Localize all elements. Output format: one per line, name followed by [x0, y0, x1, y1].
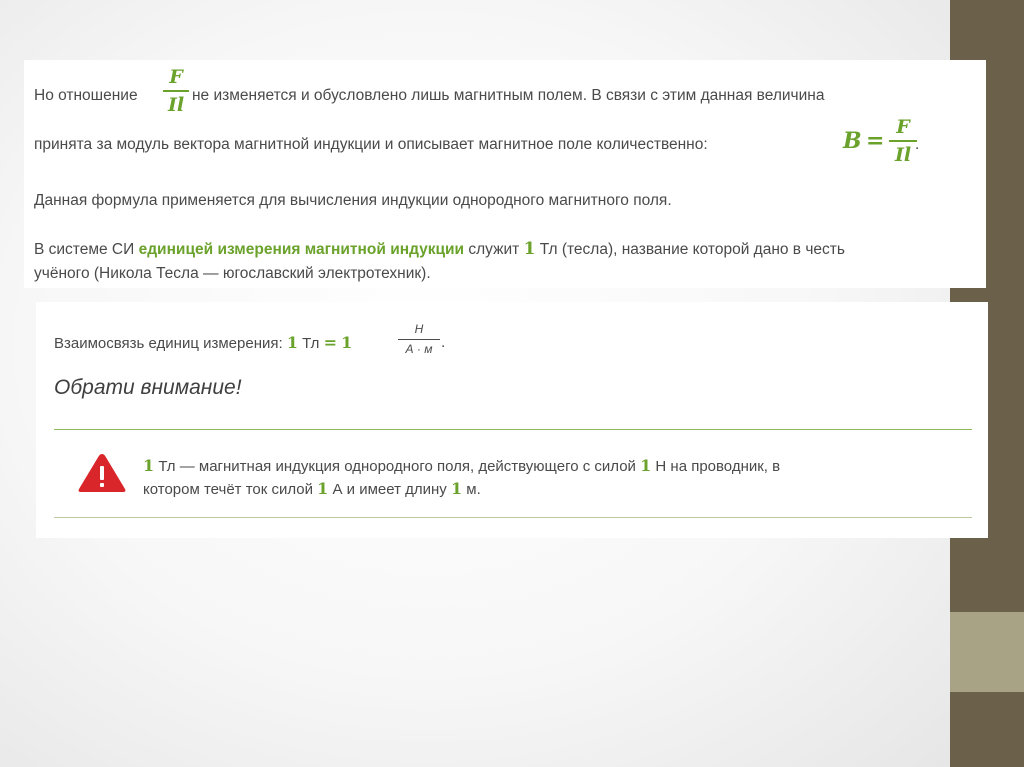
relation-fraction-bar: [398, 339, 440, 340]
note-divider-top: [54, 429, 972, 430]
note-line-1: [143, 456, 780, 477]
relation-equals: =: [323, 333, 337, 352]
formula-b: B: [843, 128, 862, 154]
note-text-1b: Н на проводник, в: [655, 458, 781, 475]
paragraph-4-mid: служит: [468, 241, 520, 258]
note-number-4: 1: [450, 479, 463, 498]
note-text-2a: котором течёт ток силой: [143, 481, 313, 498]
paragraph-4-line-2: учёного (Никола Тесла — югославский электротехник).: [34, 265, 431, 282]
side-decoration-accent: [950, 612, 1024, 692]
relation-label: Взаимосвязь единиц измерения:: [54, 335, 283, 352]
relation-number-2: 1: [341, 333, 353, 352]
paragraph-4-line-1: [34, 239, 845, 260]
note-line-2: [143, 479, 481, 500]
paragraph-2-text: принята за модуль вектора магнитной индукции и описывает магнитное поле количественно:: [34, 136, 708, 153]
relation-unit-1: Тл: [302, 335, 320, 352]
paragraph-3-text: Данная формула применяется для вычисления индукции однородного магнитного поля.: [34, 192, 672, 209]
paragraph-1-end: не изменяется и обусловлено лишь магнитным полем. В связи с этим данная величина: [192, 87, 825, 104]
fraction-denominator: Il: [167, 93, 185, 116]
note-text-1a: Тл — магнитная индукция однородного поля, действующего с силой: [158, 458, 636, 475]
fraction-bar: [163, 90, 189, 92]
fraction-f-over-il: [163, 66, 189, 116]
formula-period: .: [915, 136, 920, 153]
relation-fraction: [398, 322, 440, 357]
note-title: Обрати внимание!: [54, 376, 242, 399]
relation-period: .: [441, 334, 446, 351]
relation-fraction-denominator: А · м: [405, 342, 433, 356]
paragraph-4-end: Тл (тесла), название которой дано в честь: [539, 241, 845, 258]
note-number-2: 1: [640, 456, 652, 475]
warning-triangle-icon: [76, 451, 128, 495]
note-number-3: 1: [317, 479, 329, 498]
fraction-numerator: F: [169, 66, 183, 88]
note-divider-bottom: [54, 517, 972, 518]
unit-of-measure-link[interactable]: единицей измерения магнитной индукции: [138, 241, 465, 258]
formula-fraction: [889, 116, 920, 166]
note-text-2c: м.: [466, 481, 481, 498]
paragraph-4-number: 1: [523, 239, 536, 259]
formula-denominator: Il: [894, 143, 912, 166]
formula-numerator: F: [896, 116, 910, 138]
relation-line: [54, 333, 352, 354]
formula-equals: =: [866, 128, 885, 154]
relation-number-1: 1: [286, 333, 298, 352]
note-number-1: 1: [143, 456, 155, 475]
paragraph-1-start: Но отношение: [34, 87, 138, 104]
relation-fraction-numerator: Н: [414, 322, 424, 336]
note-text-2b: А и имеет длину: [332, 481, 447, 498]
paragraph-4-start: В системе СИ: [34, 241, 135, 258]
formula-fraction-bar: [889, 140, 917, 142]
